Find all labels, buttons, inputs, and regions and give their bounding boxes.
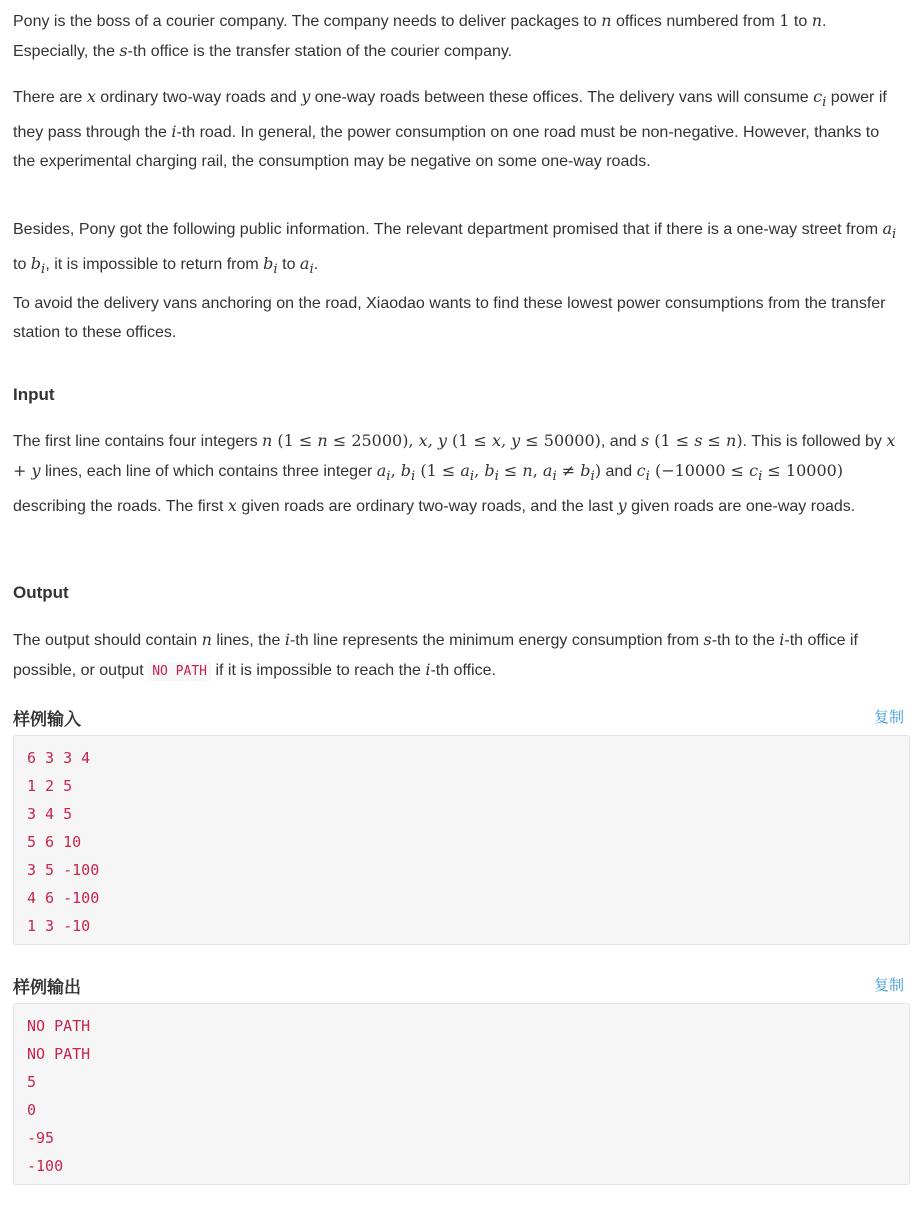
text: To avoid the delivery vans anchoring on the road, Xiaodao wants to find these lowest power consumptions from the transfer station to these offices. xyxy=(13,295,886,341)
text: offices numbered from xyxy=(611,13,780,30)
math: ≤ 25000), xyxy=(327,431,419,450)
math: i xyxy=(284,630,290,649)
math: b xyxy=(263,254,274,274)
output-heading: Output xyxy=(13,583,69,602)
code-line: -100 xyxy=(27,1157,64,1175)
math-subscript: i xyxy=(645,469,650,485)
math-subscript: i xyxy=(892,227,897,243)
math: n xyxy=(262,431,273,450)
text: The first line contains four integers xyxy=(13,433,263,450)
math: , xyxy=(532,461,543,480)
math-subscript: i xyxy=(590,469,595,485)
math: + xyxy=(13,461,32,480)
math: b xyxy=(580,461,591,480)
math-subscript: i xyxy=(41,262,46,278)
math: , xyxy=(474,461,485,480)
description-paragraph-1 xyxy=(13,6,905,66)
math: (1 ≤ xyxy=(415,461,461,480)
text: lines, each line of which contains three integer xyxy=(40,463,377,480)
math: (−10000 ≤ xyxy=(649,461,750,480)
math: i xyxy=(425,660,431,679)
math: x, y xyxy=(418,431,447,450)
text: . This is followed by xyxy=(742,433,887,450)
description-paragraph-4 xyxy=(13,289,905,347)
input-heading: Input xyxy=(13,385,55,404)
math-subscript: i xyxy=(273,262,278,278)
text: given roads are ordinary two-way roads, and the last xyxy=(236,498,618,516)
math: n xyxy=(201,630,212,649)
math-subscript: i xyxy=(410,469,416,485)
math: ≤ xyxy=(498,461,523,480)
text: -th office if possible, or output xyxy=(13,632,858,679)
math-subscript: i xyxy=(386,469,391,485)
text: Pony is the boss of a courier company. The company needs to deliver packages to xyxy=(13,13,602,30)
code-line: 1 2 5 xyxy=(27,777,73,795)
math: b xyxy=(400,461,411,480)
code-line: 5 xyxy=(27,1073,37,1091)
math: i xyxy=(779,630,785,649)
math: a xyxy=(882,219,893,238)
code-line: 0 xyxy=(27,1101,37,1119)
code-line: 1 3 -10 xyxy=(27,917,91,935)
copy-sample-output-button[interactable]: 复制 xyxy=(873,977,904,994)
math: n xyxy=(726,431,737,450)
math: ≤ 50000) xyxy=(520,431,601,450)
math: x xyxy=(227,496,237,516)
copy-sample-input-button[interactable]: 复制 xyxy=(873,709,904,726)
math: ) xyxy=(594,461,602,480)
text: , and xyxy=(600,433,641,450)
math: i xyxy=(171,122,177,142)
math-subscript: i xyxy=(552,469,557,485)
text: -th line represents the minimum energy consumption from xyxy=(289,632,704,649)
math: (1 ≤ xyxy=(649,431,695,450)
math: y xyxy=(301,87,311,106)
code-line: 5 6 10 xyxy=(27,833,82,851)
math: s xyxy=(640,431,650,450)
text: and xyxy=(601,463,637,480)
text: -th to the xyxy=(711,632,780,649)
math: (1 ≤ xyxy=(272,431,318,450)
math: y xyxy=(617,496,627,516)
math: n xyxy=(522,461,533,480)
description-paragraph-2 xyxy=(13,82,905,176)
math: s xyxy=(119,41,128,60)
math: x xyxy=(86,87,96,106)
output-paragraph xyxy=(13,625,905,686)
text: power if they pass through the xyxy=(13,89,887,142)
math: (1 ≤ xyxy=(446,431,492,450)
math: c xyxy=(749,461,759,480)
math: b xyxy=(484,461,495,480)
code-line: 6 3 3 4 xyxy=(27,749,91,767)
text: given roads are one-way roads. xyxy=(626,498,856,516)
math: s xyxy=(703,630,712,649)
text: The output should contain xyxy=(13,632,202,649)
math: a xyxy=(376,461,387,480)
text: There are xyxy=(13,89,87,106)
math: s xyxy=(694,431,703,450)
text: to xyxy=(789,13,812,30)
text: -th road. In general, the power consumption on one road must be non-negative. However, thanks to the experimental charging rail, the consumption may be negative on some one-way roads. xyxy=(13,124,880,171)
math: ) xyxy=(736,431,743,450)
code-line: 4 6 -100 xyxy=(27,889,100,907)
math: a xyxy=(542,461,553,480)
code-line: -95 xyxy=(27,1129,55,1147)
text: . Especially, the xyxy=(13,13,827,60)
text: -th office is the transfer station of the courier company. xyxy=(127,43,513,60)
text: to xyxy=(277,256,300,274)
sample-input-code-block[interactable] xyxy=(13,735,910,945)
text: describing the roads. The first xyxy=(13,498,228,516)
math-subscript: i xyxy=(469,469,475,485)
text: one-way roads between these offices. The delivery vans will consume xyxy=(310,89,814,106)
math: n xyxy=(317,431,328,450)
code-line: 3 4 5 xyxy=(27,805,73,823)
math: c xyxy=(813,87,823,106)
math: 1 xyxy=(779,11,790,30)
math: x, y xyxy=(491,431,521,450)
text: . xyxy=(313,256,319,274)
sample-input-title: 样例输入 xyxy=(13,710,81,729)
text: Besides, Pony got the following public information. The relevant department promised that if there is a one-way street from xyxy=(13,221,883,238)
code-line: 3 5 -100 xyxy=(27,861,100,879)
text: lines, the xyxy=(211,632,285,649)
inline-code: NO PATH xyxy=(148,662,211,681)
text: to xyxy=(13,256,31,274)
code-line: NO PATH xyxy=(27,1045,91,1063)
math: a xyxy=(299,254,310,274)
math: ≠ xyxy=(556,461,581,480)
math-subscript: i xyxy=(309,262,314,278)
description-paragraph-3 xyxy=(13,214,905,284)
math: , xyxy=(390,461,401,480)
math: a xyxy=(460,461,470,480)
text: -th office. xyxy=(430,662,496,679)
math: ≤ 10000) xyxy=(762,461,844,480)
sample-output-code-block[interactable] xyxy=(13,1003,910,1185)
input-paragraph xyxy=(13,426,905,521)
text: if it is impossible to reach the xyxy=(211,662,426,679)
text: , it is impossible to return from xyxy=(45,256,264,274)
math: y xyxy=(31,461,41,480)
code-line: NO PATH xyxy=(27,1017,91,1035)
math-subscript: i xyxy=(494,469,499,485)
math: ≤ xyxy=(702,431,727,450)
math-subscript: i xyxy=(822,95,827,111)
math: b xyxy=(30,254,42,274)
math: n xyxy=(601,11,612,30)
math: c xyxy=(636,461,646,480)
math: x xyxy=(886,431,896,450)
math: n xyxy=(811,11,823,30)
math-subscript: i xyxy=(758,469,763,485)
sample-output-title: 样例输出 xyxy=(13,978,81,997)
text: ordinary two-way roads and xyxy=(95,89,302,106)
